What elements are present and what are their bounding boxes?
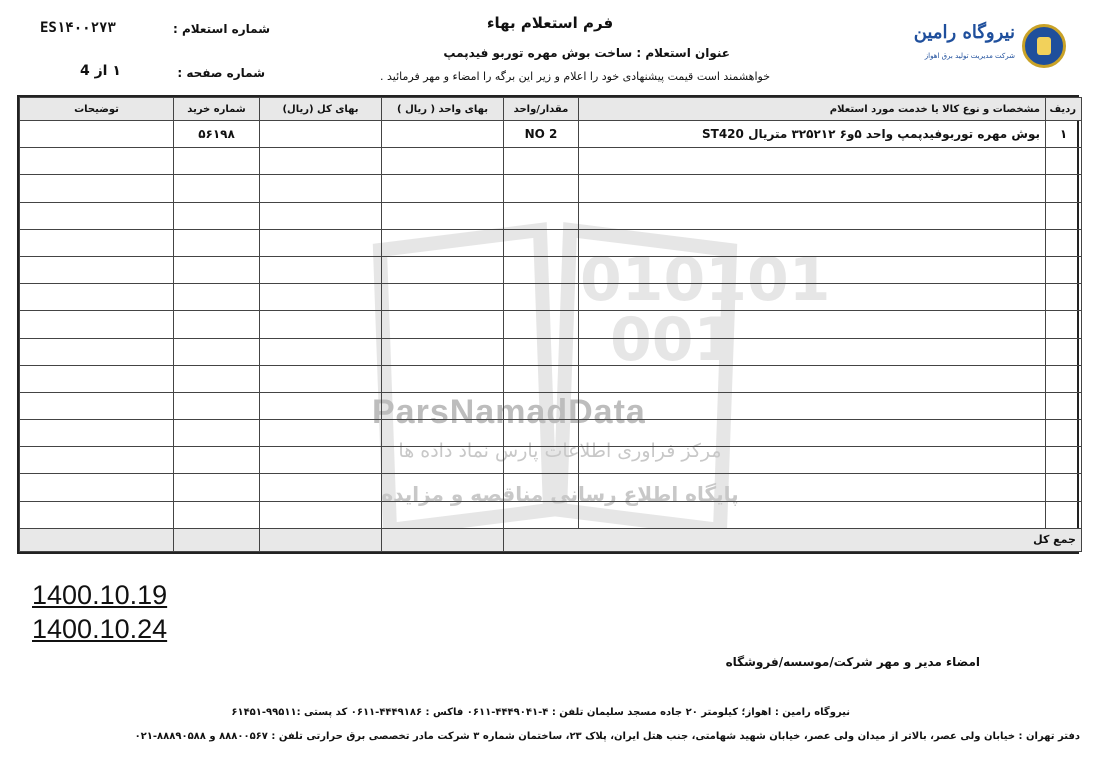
col-purchase-number: شماره خرید — [174, 98, 260, 121]
table-row — [20, 121, 1082, 148]
svg-text:010101: 010101 — [580, 245, 831, 315]
col-total-price: بهای کل (ریال) — [260, 98, 382, 121]
table-row — [20, 392, 1082, 419]
svg-text:001: 001 — [610, 305, 736, 375]
col-notes: توضیحات — [20, 98, 174, 121]
col-quantity: مقدار/واحد — [504, 98, 579, 121]
table-row — [20, 202, 1082, 229]
request-text: خواهشمند است قیمت پیشنهادی خود را اعلام و زیر این برگه را امضاء و مهر فرمائید . — [379, 70, 770, 83]
table-row — [20, 311, 1082, 338]
watermark-line2: پایگاه اطلاع رسانی مناقصه و مزایده — [381, 482, 739, 506]
table-row — [20, 256, 1082, 283]
total-label: جمع کل — [504, 528, 1082, 551]
cell-description: بوش مهره توربوفیدپمپ واحد ۵و۶ ۳۲۵۲۱۲ متریال ST420 — [579, 121, 1046, 148]
watermark-line1: مرکز فراوری اطلاعات پارس نماد داده ها — [398, 440, 722, 462]
table-row — [20, 420, 1082, 447]
signature-label: امضاء مدیر و مهر شرکت/موسسه/فروشگاه — [725, 655, 980, 669]
footer-address-tehran: دفتر تهران : خیابان ولی عصر، بالاتر از میدان ولی عصر، خیابان شهید شهامتی، جنب هتل ایران، پلاک ۲۳، ساختمان شماره ۳ شرکت مادر تخصصی برق حرارتی تلفن : ۸۸۸۰۰۵۶۷ و ۸۸۸۹۰۵۸۸-۰۲۱ — [134, 731, 1080, 742]
table-row — [20, 447, 1082, 474]
total-notes — [20, 528, 174, 551]
col-row: ردیف — [1046, 98, 1082, 121]
company-logo — [900, 20, 1070, 76]
watermark-brand: ParsNamadData — [372, 393, 646, 431]
cell-unit-price — [382, 121, 504, 148]
table-row — [20, 338, 1082, 365]
inquiry-number-label: شماره استعلام : — [173, 22, 270, 36]
cell-quantity: 2 NO — [504, 121, 579, 148]
table-row — [20, 474, 1082, 501]
table-header-row — [20, 98, 1082, 121]
date-1: 1400.10.19 — [32, 580, 168, 610]
table-row — [20, 284, 1082, 311]
footer-address-plant: نیروگاه رامین : اهواز؛ کیلومتر ۲۰ جاده مسجد سلیمان تلفن : ۴-۴۴۴۹۰۴۱-۰۶۱۱ فاکس : ۴۴۴۹۱۸۶-۰۶۱۱ کد پستی :۹۹۵۱۱-۶۱۴۵۱ — [231, 707, 850, 718]
table-row — [20, 175, 1082, 202]
table-row — [20, 229, 1082, 256]
inquiry-number: ES۱۴۰۰۲۷۳ — [40, 20, 116, 36]
page-number: ۱ از 4 — [80, 63, 121, 79]
total-purchase — [174, 528, 260, 551]
company-emblem-icon — [1022, 24, 1066, 68]
total-unit-price — [382, 528, 504, 551]
cell-row: ۱ — [1046, 121, 1082, 148]
page-number-label: شماره صفحه : — [177, 66, 265, 80]
col-description: مشخصات و نوع کالا یا خدمت مورد استعلام — [579, 98, 1046, 121]
cell-purchase-number: ۵۶۱۹۸ — [174, 121, 260, 148]
inquiry-subject: عنوان استعلام : ساخت بوش مهره توربو فیدپمپ — [443, 46, 730, 60]
inquiry-table — [17, 95, 1079, 554]
table-row — [20, 365, 1082, 392]
table-total-row — [20, 528, 1082, 551]
logo-name: نیروگاه رامین — [913, 22, 1015, 43]
col-unit-price: بهای واحد ( ریال ) — [382, 98, 504, 121]
total-price — [260, 528, 382, 551]
cell-notes — [20, 121, 174, 148]
date-2: 1400.10.24 — [32, 614, 168, 644]
table-row — [20, 501, 1082, 528]
logo-subtitle: شرکت مدیریت تولید برق اهواز — [924, 52, 1015, 60]
cell-total-price — [260, 121, 382, 148]
form-title: فرم استعلام بهاء — [486, 14, 614, 32]
table-row — [20, 148, 1082, 175]
